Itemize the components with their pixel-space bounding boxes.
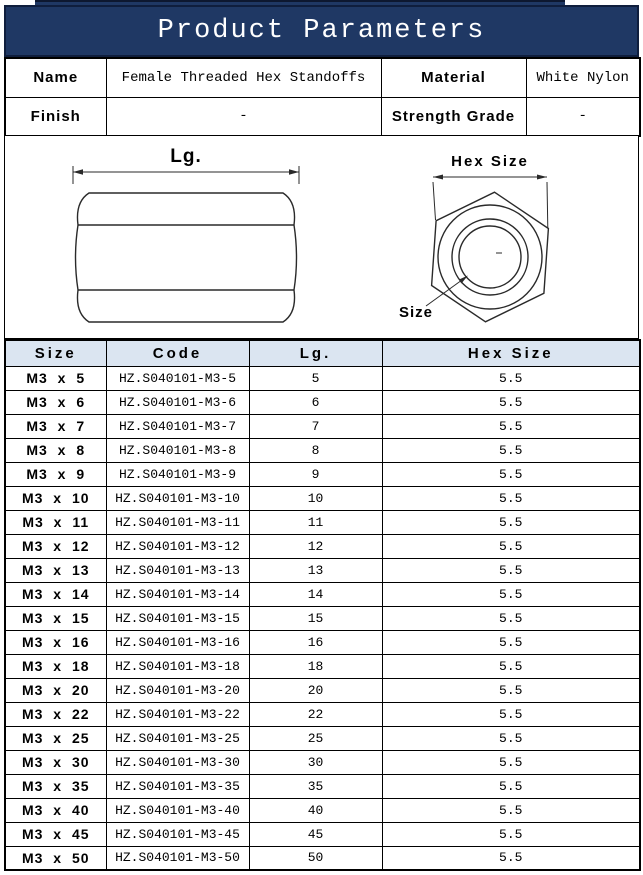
hex-size-cell: 5.5 — [382, 630, 640, 654]
size-cell: M3 x 15 — [5, 606, 106, 630]
lg-cell: 14 — [249, 582, 382, 606]
hex-size-cell: 5.5 — [382, 366, 640, 390]
table-row — [5, 390, 640, 414]
code-cell: HZ.S040101-M3-8 — [106, 438, 249, 462]
hex-size-cell: 5.5 — [382, 390, 640, 414]
hex-size-cell: 5.5 — [382, 654, 640, 678]
size-cell: M3 x 16 — [5, 630, 106, 654]
table-row — [5, 798, 640, 822]
lg-cell: 10 — [249, 486, 382, 510]
lg-cell: 5 — [249, 366, 382, 390]
column-header-lg: Lg. — [249, 340, 382, 366]
code-cell: HZ.S040101-M3-11 — [106, 510, 249, 534]
dimension-arrow-left — [73, 169, 83, 174]
table-row — [5, 510, 640, 534]
size-cell: M3 x 7 — [5, 414, 106, 438]
hex-size-dimension-label: Hex Size — [451, 153, 529, 170]
table-row — [5, 774, 640, 798]
hex-size-cell: 5.5 — [382, 846, 640, 870]
info-label: Name — [5, 58, 106, 97]
size-cell: M3 x 12 — [5, 534, 106, 558]
info-value: - — [526, 97, 640, 136]
thread-outer-circle — [452, 219, 528, 295]
lg-cell: 8 — [249, 438, 382, 462]
table-row — [5, 606, 640, 630]
info-value: - — [106, 97, 381, 136]
hex-size-cell: 5.5 — [382, 462, 640, 486]
lg-cell: 50 — [249, 846, 382, 870]
info-label: Finish — [5, 97, 106, 136]
size-cell: M3 x 30 — [5, 750, 106, 774]
code-cell: HZ.S040101-M3-22 — [106, 702, 249, 726]
code-cell: HZ.S040101-M3-50 — [106, 846, 249, 870]
hex-size-cell: 5.5 — [382, 414, 640, 438]
size-cell: M3 x 35 — [5, 774, 106, 798]
hex-size-cell: 5.5 — [382, 750, 640, 774]
title-bar — [4, 5, 639, 57]
size-cell: M3 x 45 — [5, 822, 106, 846]
size-cell: M3 x 11 — [5, 510, 106, 534]
lg-cell: 11 — [249, 510, 382, 534]
code-cell: HZ.S040101-M3-16 — [106, 630, 249, 654]
product-info-table — [4, 57, 641, 137]
code-cell: HZ.S040101-M3-30 — [106, 750, 249, 774]
info-label: Strength Grade — [381, 97, 526, 136]
code-cell: HZ.S040101-M3-45 — [106, 822, 249, 846]
chamfer-circle — [438, 205, 542, 309]
info-value: Female Threaded Hex Standoffs — [106, 58, 381, 97]
lg-cell: 20 — [249, 678, 382, 702]
table-row — [5, 366, 640, 390]
lg-cell: 9 — [249, 462, 382, 486]
hex-size-cell: 5.5 — [382, 582, 640, 606]
lg-cell: 16 — [249, 630, 382, 654]
dimension-arrow-right — [289, 169, 299, 174]
hex-outline — [432, 192, 549, 322]
lg-cell: 18 — [249, 654, 382, 678]
hex-size-cell: 5.5 — [382, 798, 640, 822]
size-cell: M3 x 9 — [5, 462, 106, 486]
size-cell: M3 x 8 — [5, 438, 106, 462]
table-row — [5, 558, 640, 582]
hex-size-cell: 5.5 — [382, 822, 640, 846]
size-cell: M3 x 5 — [5, 366, 106, 390]
standoff-side-view-drawing — [41, 140, 331, 336]
lg-cell: 22 — [249, 702, 382, 726]
code-cell: HZ.S040101-M3-40 — [106, 798, 249, 822]
hex-size-cell: 5.5 — [382, 774, 640, 798]
lg-cell: 30 — [249, 750, 382, 774]
dimension-arrow-right — [537, 175, 547, 180]
hex-size-cell: 5.5 — [382, 726, 640, 750]
hex-size-cell: 5.5 — [382, 702, 640, 726]
size-cell: M3 x 14 — [5, 582, 106, 606]
table-row — [5, 486, 640, 510]
table-row — [5, 846, 640, 870]
code-cell: HZ.S040101-M3-15 — [106, 606, 249, 630]
technical-drawing-section — [4, 136, 639, 339]
size-spec-table — [4, 339, 641, 871]
table-row — [5, 678, 640, 702]
size-cell: M3 x 25 — [5, 726, 106, 750]
page-title: Product Parameters — [157, 16, 486, 46]
thread-hole-circle — [459, 226, 521, 288]
table-row — [5, 822, 640, 846]
standoff-outline — [76, 193, 297, 322]
lg-cell: 40 — [249, 798, 382, 822]
code-cell: HZ.S040101-M3-35 — [106, 774, 249, 798]
table-row — [5, 438, 640, 462]
table-row — [5, 414, 640, 438]
table-row — [5, 726, 640, 750]
lg-cell: 7 — [249, 414, 382, 438]
table-row — [5, 534, 640, 558]
size-cell: M3 x 22 — [5, 702, 106, 726]
dimension-arrow-left — [433, 175, 443, 180]
size-cell: M3 x 10 — [5, 486, 106, 510]
info-value: White Nylon — [526, 58, 640, 97]
code-cell: HZ.S040101-M3-25 — [106, 726, 249, 750]
hex-size-cell: 5.5 — [382, 438, 640, 462]
lg-cell: 15 — [249, 606, 382, 630]
table-row — [5, 582, 640, 606]
size-cell: M3 x 6 — [5, 390, 106, 414]
table-row — [5, 462, 640, 486]
lg-cell: 13 — [249, 558, 382, 582]
code-cell: HZ.S040101-M3-20 — [106, 678, 249, 702]
lg-cell: 6 — [249, 390, 382, 414]
hex-size-cell: 5.5 — [382, 678, 640, 702]
size-cell: M3 x 18 — [5, 654, 106, 678]
lg-cell: 45 — [249, 822, 382, 846]
code-cell: HZ.S040101-M3-13 — [106, 558, 249, 582]
lg-cell: 25 — [249, 726, 382, 750]
hex-size-cell: 5.5 — [382, 606, 640, 630]
table-row — [5, 630, 640, 654]
code-cell: HZ.S040101-M3-7 — [106, 414, 249, 438]
standoff-front-view-drawing — [386, 140, 601, 336]
info-row — [5, 58, 640, 97]
length-dimension-label: Lg. — [170, 146, 202, 167]
table-row — [5, 702, 640, 726]
code-cell: HZ.S040101-M3-5 — [106, 366, 249, 390]
code-cell: HZ.S040101-M3-10 — [106, 486, 249, 510]
info-label: Material — [381, 58, 526, 97]
column-header-code: Code — [106, 340, 249, 366]
size-cell: M3 x 40 — [5, 798, 106, 822]
code-cell: HZ.S040101-M3-18 — [106, 654, 249, 678]
lg-cell: 35 — [249, 774, 382, 798]
code-cell: HZ.S040101-M3-6 — [106, 390, 249, 414]
table-row — [5, 750, 640, 774]
hex-size-cell: 5.5 — [382, 534, 640, 558]
hole-size-label: Size — [399, 304, 434, 321]
hex-size-cell: 5.5 — [382, 558, 640, 582]
size-cell: M3 x 50 — [5, 846, 106, 870]
code-cell: HZ.S040101-M3-9 — [106, 462, 249, 486]
code-cell: HZ.S040101-M3-14 — [106, 582, 249, 606]
column-header-size: Size — [5, 340, 106, 366]
code-cell: HZ.S040101-M3-12 — [106, 534, 249, 558]
leader-arrow — [459, 276, 468, 284]
hex-size-cell: 5.5 — [382, 510, 640, 534]
hex-size-cell: 5.5 — [382, 486, 640, 510]
spec-table-header-row — [5, 340, 640, 366]
size-cell: M3 x 20 — [5, 678, 106, 702]
size-cell: M3 x 13 — [5, 558, 106, 582]
column-header-hex-size: Hex Size — [382, 340, 640, 366]
lg-cell: 12 — [249, 534, 382, 558]
info-row — [5, 97, 640, 136]
table-row — [5, 654, 640, 678]
